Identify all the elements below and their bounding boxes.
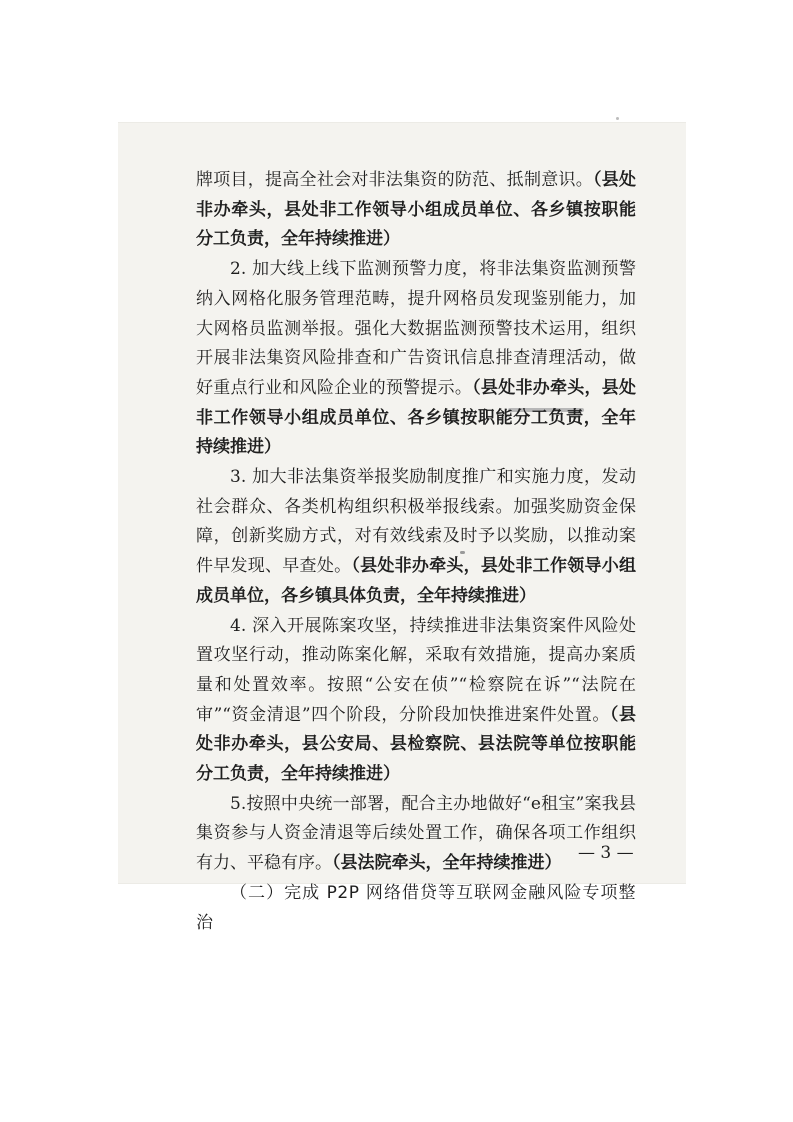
responsibility-note: （县处非办牵头，县处非工作领导小组成员单位，各乡镇具体负责，全年持续推进） xyxy=(196,556,637,606)
paragraph-1 xyxy=(196,166,636,255)
paragraph-4 xyxy=(196,612,636,790)
document-body xyxy=(196,166,636,938)
paragraph-text: 5.按照中央统一部署，配合主办地做好“e租宝”案我县集资参与人资金清退等后续处置工作，确保各项工作组织有力、平稳有序。 xyxy=(196,793,636,874)
paragraph-text: 4. 深入开展陈案攻坚，持续推进非法集资案件风险处置攻坚行动，推动陈案化解，采取有效措施，提高办案质量和处置效率。按照“公安在侦”“检察院在诉”“法院在审”“资金清退”四个阶段，分阶段加快推进案件处置。 xyxy=(196,615,636,725)
section-heading: （二）完成 P2P 网络借贷等互联网金融风险专项整治 xyxy=(196,882,636,933)
paragraph-text: 2. 加大线上线下监测预警力度，将非法集资监测预警纳入网格化服务管理范畴，提升网格员发现鉴别能力，加大网格员监测举报。强化大数据监测预警技术运用，组织开展非法集资风险排查和广告资讯信息排查清理活动，做好重点行业和风险企业的预警提示。 xyxy=(196,259,636,398)
responsibility-note: （县处非办牵头，县公安局、县检察院、县法院等单位按职能分工负责，全年持续推进） xyxy=(196,704,636,785)
paragraph-2 xyxy=(196,255,636,463)
page-number: — 3 — xyxy=(578,843,634,863)
paragraph-text: 3. 加大非法集资举报奖励制度推广和实施力度，发动社会群众、各类机构组织积极举报线索。加强奖励资金保障，创新奖励方式，对有效线索及时予以奖励，以推动案件早发现、早查处。 xyxy=(196,467,636,577)
paragraph-5 xyxy=(196,790,636,879)
responsibility-note: （县法院牵头，全年持续推进） xyxy=(332,853,562,874)
paragraph-3 xyxy=(196,463,636,612)
responsibility-note: （县处非办牵头，县处非工作领导小组成员单位、各乡镇按职能分工负责，全年持续推进） xyxy=(196,377,637,458)
responsibility-note: （县处非办牵头，县处非工作领导小组成员单位、各乡镇按职能分工负责，全年持续推进） xyxy=(196,170,637,250)
paragraph-text: 牌项目，提高全社会对非法集资的防范、抵制意识。 xyxy=(196,170,593,190)
scan-mark xyxy=(616,117,619,120)
